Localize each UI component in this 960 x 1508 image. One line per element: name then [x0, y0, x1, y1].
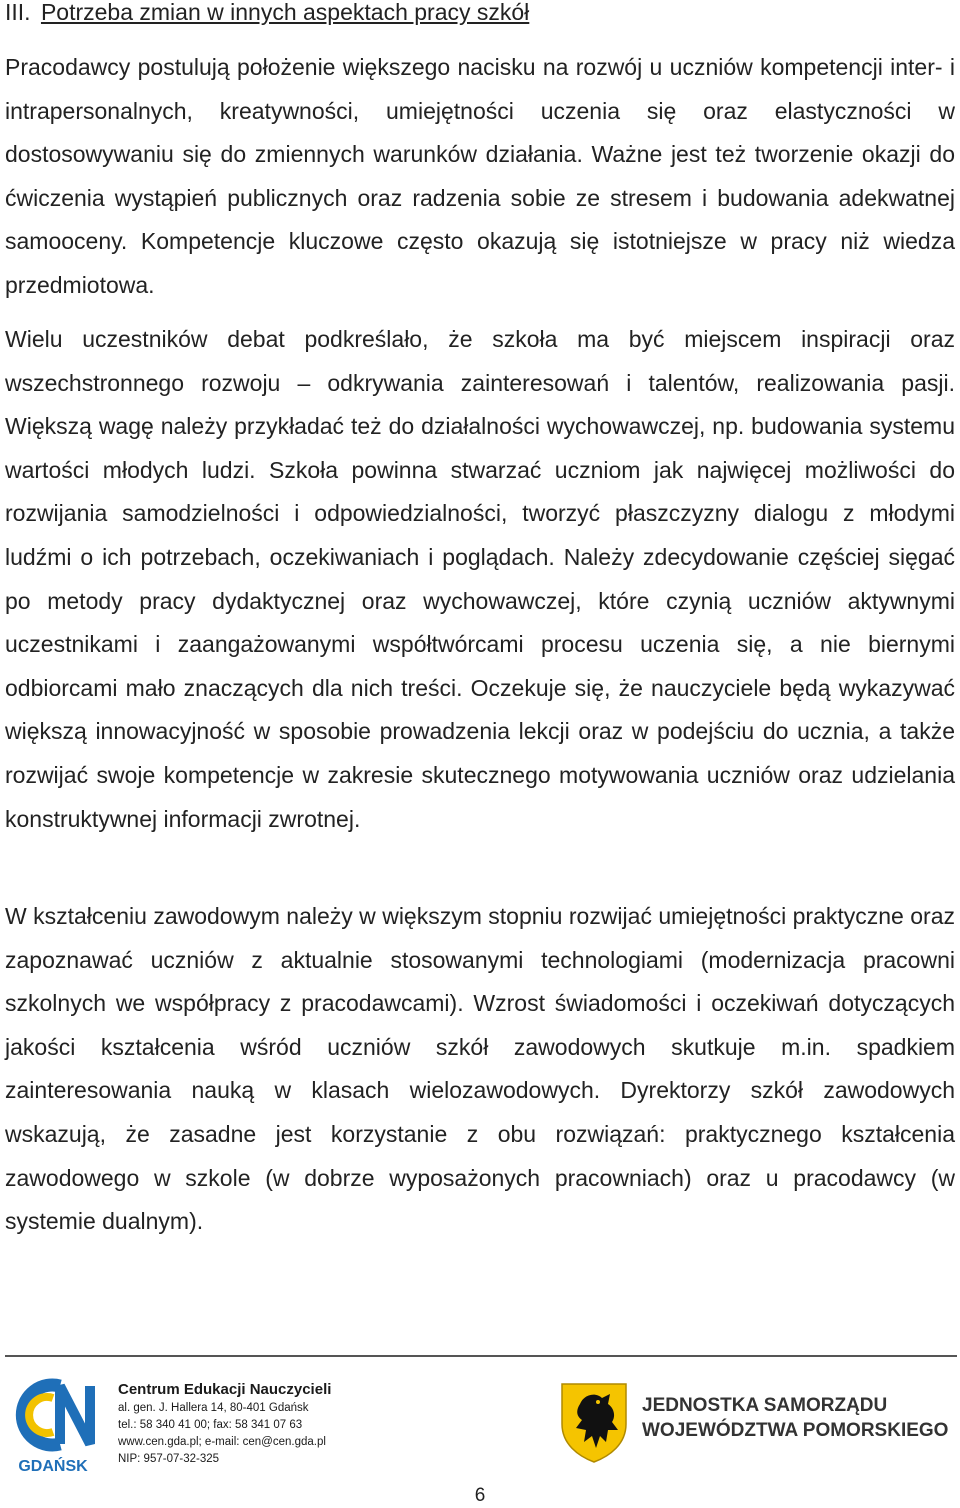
cen-phone: tel.: 58 340 41 00; fax: 58 341 07 63	[118, 1419, 303, 1431]
page-number: 6	[474, 1485, 486, 1506]
cen-web: www.cen.gda.pl; e-mail: cen@cen.gda.pl	[118, 1436, 326, 1448]
footer-divider	[5, 1355, 957, 1357]
regional-government-label	[642, 1393, 948, 1443]
section-title: Potrzeba zmian w innych aspektach pracy szkół	[40, 0, 530, 25]
paragraph-vocational: W kształceniu zawodowym należy w większym stopniu rozwijać umiejętności praktyczne oraz zapoznawać uczniów z aktualnie stosowanymi technologiami (modernizacja pracowni szkolnych we współpracy z pracodawcami). Wzrost świadomości i oczekiwań dotyczących jakości kształcenia wśród uczniów szkół zawodowych skutkuje m.in. spadkiem zainteresowania nauką w klasach wielozawodowych. Dyrektorzy szkół zawodowych wskazują, że zasadne jest korzystanie z obu rozwiązań: praktycznego kształcenia zawodowego w szkole (w dobrze wyposażonych pracowniach) oraz u pracodawcy (w systemie dualnym).	[5, 903, 955, 1235]
cen-logo-icon	[10, 1372, 96, 1476]
regional-government-line1: JEDNOSTKA SAMORZĄDU	[642, 1395, 888, 1416]
paragraph-employers: Pracodawcy postulują położenie większego nacisku na rozwój u uczniów kompetencji inter- i intrapersonalnych, kreatywności, umiejętności uczenia się oraz elastyczności w dostosowywaniu się do zmiennych warunków działania. Ważne jest też tworzenie okazji do ćwiczenia wystąpień publicznych oraz radzenia sobie ze stresem i budowania adekwatnej samooceny. Kompetencje kluczowe często okazują się istotniejsze w pracy niż wiedza przedmiotowa.	[5, 54, 955, 298]
pomeranian-griffin-emblem-icon	[558, 1380, 630, 1464]
section-heading	[5, 0, 529, 26]
regional-government-line2: WOJEWÓDZTWA POMORSKIEGO	[642, 1420, 949, 1441]
cen-nip: NIP: 957-07-32-325	[118, 1453, 220, 1465]
section-number: III.	[5, 0, 31, 25]
cen-logo-text: GDAŃSK	[18, 1458, 88, 1475]
paragraph-school-role: Wielu uczestników debat podkreślało, że szkoła ma być miejscem inspiracji oraz wszechstronnego rozwoju – odkrywania zainteresowań i talentów, realizowania pasji. Większą wagę należy przykładać też do działalności wychowawczej, np. budowania systemu wartości młodych ludzi. Szkoła powinna stwarzać uczniom jak najwięcej możliwości do rozwijania samodzielności i odpowiedzialności, tworzyć płaszczyzny dialogu z młodymi ludźmi o ich potrzebach, oczekiwaniach i poglądach. Należy zdecydowanie częściej sięgać po metody pracy dydaktycznej oraz wychowawczej, które czynią uczniów aktywnymi uczestnikami i zaangażowanymi współtwórcami procesu uczenia się, a nie biernymi odbiorcami mało znaczących dla nich treści. Oczekuje się, że nauczyciele będą wykazywać większą innowacyjność w sposobie prowadzenia lekcji oraz w podejściu do ucznia, a także rozwijać swoje kompetencje w zakresie skutecznego motywowania uczniów oraz udzielania konstruktywnej informacji zwrotnej.	[5, 326, 955, 832]
cen-contact-block	[118, 1380, 378, 1468]
cen-name: Centrum Edukacji Nauczycieli	[118, 1381, 332, 1398]
cen-address: al. gen. J. Hallera 14, 80-401 Gdańsk	[118, 1402, 309, 1414]
